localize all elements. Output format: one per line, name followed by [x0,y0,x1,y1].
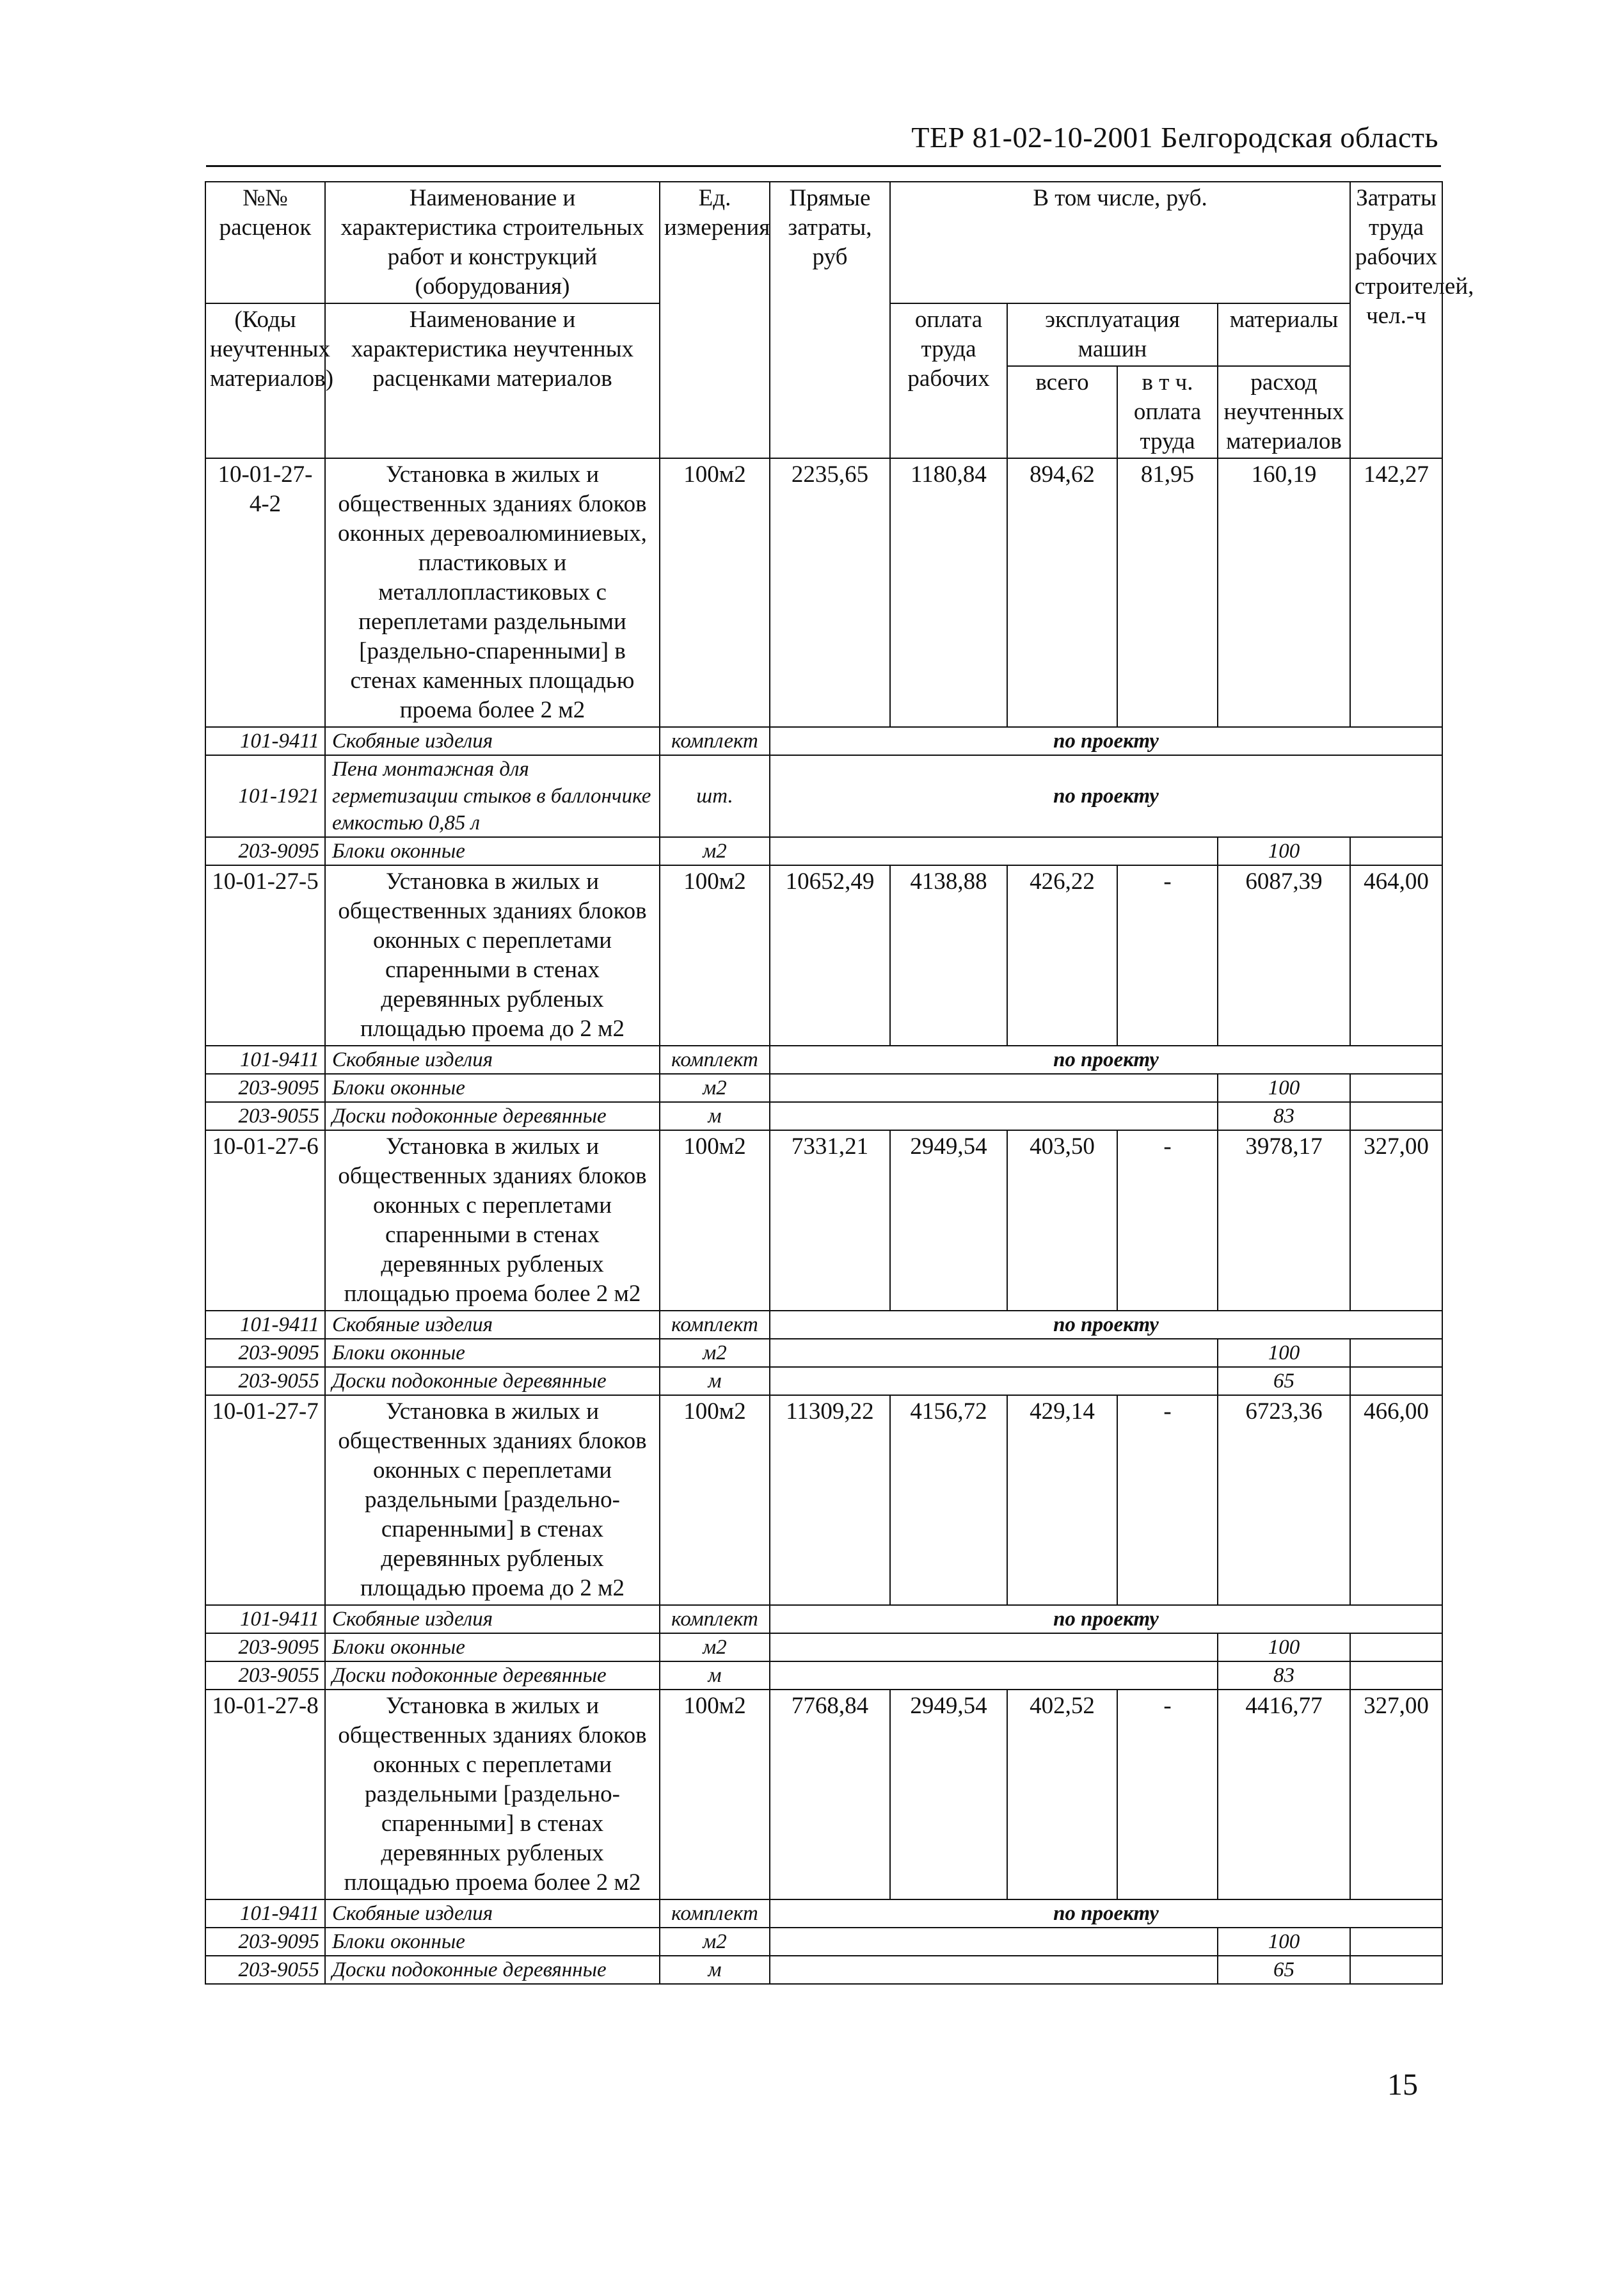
rate-materials: 4416,77 [1218,1690,1350,1899]
material-empty [1350,1339,1442,1367]
rate-code: 10-01-27-4-2 [205,458,325,727]
material-value: по проекту [770,1046,1442,1074]
material-empty [770,1661,1218,1690]
material-empty [1350,1956,1442,1984]
rate-machines-total: 426,22 [1007,865,1117,1046]
header-machines: эксплуатация машин [1007,303,1218,366]
material-value: по проекту [770,1605,1442,1633]
material-empty [770,1367,1218,1395]
header-divider [206,165,1441,167]
material-empty [770,1928,1218,1956]
rate-row [205,1690,1442,1899]
material-value: по проекту [770,1899,1442,1928]
rate-materials: 160,19 [1218,458,1350,727]
rate-materials: 6723,36 [1218,1395,1350,1605]
rate-unit: 100м2 [660,865,770,1046]
material-value: 65 [1218,1367,1350,1395]
rate-labor-cost: 327,00 [1350,1690,1442,1899]
rate-labor-cost: 327,00 [1350,1130,1442,1311]
material-value: 100 [1218,1633,1350,1661]
material-empty [770,1956,1218,1984]
material-empty [1350,1367,1442,1395]
material-code: 203-9095 [205,1074,325,1102]
material-unit: комплект [660,1899,770,1928]
rate-machines-total: 894,62 [1007,458,1117,727]
page-number: 15 [1387,2068,1418,2102]
header-name: Наименование и характеристика строительных работ и конструкций (оборудования) [325,182,660,303]
material-name: Блоки оконные [325,1339,660,1367]
rate-machines-labor: - [1117,1130,1218,1311]
header-unit: Ед. измерения [660,182,770,458]
material-empty [770,1339,1218,1367]
header-labor-cost: Затраты труда рабочих строителей, чел.-ч [1350,182,1442,458]
rate-labor-cost: 464,00 [1350,865,1442,1046]
material-unit: комплект [660,727,770,755]
rate-name: Установка в жилых и общественных зданиях блоков оконных с переплетами раздельными [раздельно-спаренными] в стенах деревянных рубленых площадью проема до 2 м2 [325,1395,660,1605]
material-row [205,1074,1442,1102]
rate-row [205,1395,1442,1605]
material-value: 83 [1218,1661,1350,1690]
header-machines-total: всего [1007,366,1117,458]
material-name: Блоки оконные [325,1633,660,1661]
material-name: Доски подоконные деревянные [325,1102,660,1130]
material-name: Доски подоконные деревянные [325,1956,660,1984]
material-unit: м2 [660,1339,770,1367]
material-row [205,1102,1442,1130]
material-code: 203-9055 [205,1102,325,1130]
material-row [205,1046,1442,1074]
rate-name: Установка в жилых и общественных зданиях блоков оконных с переплетами спаренными в стенах деревянных рубленых площадью проема более 2 м2 [325,1130,660,1311]
rate-unit: 100м2 [660,1395,770,1605]
material-row [205,1339,1442,1367]
material-row [205,1928,1442,1956]
material-row [205,1633,1442,1661]
rate-materials: 6087,39 [1218,865,1350,1046]
material-value: 65 [1218,1956,1350,1984]
material-row [205,1661,1442,1690]
rate-code: 10-01-27-5 [205,865,325,1046]
rate-labor-pay: 2949,54 [890,1130,1007,1311]
rate-materials: 3978,17 [1218,1130,1350,1311]
material-value: по проекту [770,755,1442,837]
material-name: Скобяные изделия [325,1311,660,1339]
rate-labor-pay: 4156,72 [890,1395,1007,1605]
rate-name: Установка в жилых и общественных зданиях блоков оконных с переплетами раздельными [раздельно-спаренными] в стенах деревянных рубленых площадью проема более 2 м2 [325,1690,660,1899]
rate-labor-cost: 466,00 [1350,1395,1442,1605]
header-including: В том числе, руб. [890,182,1350,303]
material-unit: комплект [660,1605,770,1633]
document-header: ТЕР 81-02-10-2001 Белгородская область [911,121,1438,154]
rate-direct-costs: 11309,22 [770,1395,890,1605]
material-name: Блоки оконные [325,1074,660,1102]
material-unit: м [660,1661,770,1690]
material-unit: м [660,1102,770,1130]
header-materials-consumption: расход неучтенных материалов [1218,366,1350,458]
material-value: 100 [1218,1074,1350,1102]
material-code: 203-9055 [205,1956,325,1984]
material-unit: м2 [660,1633,770,1661]
rate-row [205,458,1442,727]
material-unit: м2 [660,1074,770,1102]
material-code: 101-9411 [205,727,325,755]
material-row [205,755,1442,837]
material-name: Скобяные изделия [325,1605,660,1633]
rate-labor-cost: 142,27 [1350,458,1442,727]
rate-name: Установка в жилых и общественных зданиях блоков оконных с переплетами спаренными в стенах деревянных рубленых площадью проема до 2 м2 [325,865,660,1046]
header-code: №№ расценок [205,182,325,303]
material-name: Пена монтажная для герметизации стыков в баллончике емкостью 0,85 л [325,755,660,837]
material-row [205,1899,1442,1928]
rate-machines-total: 429,14 [1007,1395,1117,1605]
rate-name: Установка в жилых и общественных зданиях блоков оконных деревоалюминиевых, пластиковых и металлопластиковых с переплетами раздельными [раздельно-спаренными] в стенах каменных площадью проема более 2 м2 [325,458,660,727]
rate-code: 10-01-27-8 [205,1690,325,1899]
rate-unit: 100м2 [660,1690,770,1899]
material-empty [1350,1074,1442,1102]
material-code: 203-9095 [205,1339,325,1367]
material-name: Блоки оконные [325,837,660,865]
rate-unit: 100м2 [660,1130,770,1311]
material-row [205,1367,1442,1395]
rate-direct-costs: 2235,65 [770,458,890,727]
rate-labor-pay: 2949,54 [890,1690,1007,1899]
material-code: 101-1921 [205,755,325,837]
rate-machines-labor: - [1117,1395,1218,1605]
material-empty [770,1074,1218,1102]
rate-direct-costs: 10652,49 [770,865,890,1046]
rate-labor-pay: 1180,84 [890,458,1007,727]
material-code: 203-9055 [205,1367,325,1395]
material-row [205,837,1442,865]
material-value: по проекту [770,1311,1442,1339]
material-row [205,1956,1442,1984]
material-row [205,727,1442,755]
rate-machines-labor: - [1117,1690,1218,1899]
material-name: Доски подоконные деревянные [325,1367,660,1395]
material-code: 101-9411 [205,1046,325,1074]
material-unit: шт. [660,755,770,837]
material-name: Блоки оконные [325,1928,660,1956]
rate-labor-pay: 4138,88 [890,865,1007,1046]
material-empty [770,1102,1218,1130]
material-value: 100 [1218,837,1350,865]
material-empty [1350,1102,1442,1130]
rate-row [205,1130,1442,1311]
material-unit: м [660,1367,770,1395]
material-empty [770,837,1218,865]
rate-machines-labor: 81,95 [1117,458,1218,727]
material-unit: комплект [660,1046,770,1074]
table-header-row-1 [205,182,1442,303]
rate-machines-total: 402,52 [1007,1690,1117,1899]
header-direct-costs: Прямые затраты, руб [770,182,890,458]
material-code: 203-9095 [205,837,325,865]
material-name: Скобяные изделия [325,1046,660,1074]
material-row [205,1311,1442,1339]
material-name: Доски подоконные деревянные [325,1661,660,1690]
material-name: Скобяные изделия [325,1899,660,1928]
material-code: 203-9055 [205,1661,325,1690]
material-code: 101-9411 [205,1311,325,1339]
header-materials: материалы [1218,303,1350,366]
rates-table [205,181,1474,1985]
rate-machines-total: 403,50 [1007,1130,1117,1311]
header-code-unaccounted: (Коды неучтенных материалов) [205,303,325,458]
material-empty [1350,1661,1442,1690]
header-labor-pay: оплата труда рабочих [890,303,1007,458]
material-empty [770,1633,1218,1661]
material-code: 101-9411 [205,1899,325,1928]
material-empty [1350,837,1442,865]
material-row [205,1605,1442,1633]
material-value: 83 [1218,1102,1350,1130]
material-name: Скобяные изделия [325,727,660,755]
rate-code: 10-01-27-6 [205,1130,325,1311]
material-unit: комплект [660,1311,770,1339]
material-empty [1350,1928,1442,1956]
rate-machines-labor: - [1117,865,1218,1046]
material-value: 100 [1218,1928,1350,1956]
material-unit: м2 [660,837,770,865]
material-unit: м [660,1956,770,1984]
rate-code: 10-01-27-7 [205,1395,325,1605]
rate-row [205,865,1442,1046]
rate-direct-costs: 7331,21 [770,1130,890,1311]
material-unit: м2 [660,1928,770,1956]
material-code: 101-9411 [205,1605,325,1633]
header-name-unaccounted: Наименование и характеристика неучтенных расценками материалов [325,303,660,458]
rate-direct-costs: 7768,84 [770,1690,890,1899]
header-machines-labor: в т ч. оплата труда [1117,366,1218,458]
material-empty [1350,1633,1442,1661]
material-value: по проекту [770,727,1442,755]
material-code: 203-9095 [205,1633,325,1661]
material-value: 100 [1218,1339,1350,1367]
material-code: 203-9095 [205,1928,325,1956]
rate-unit: 100м2 [660,458,770,727]
